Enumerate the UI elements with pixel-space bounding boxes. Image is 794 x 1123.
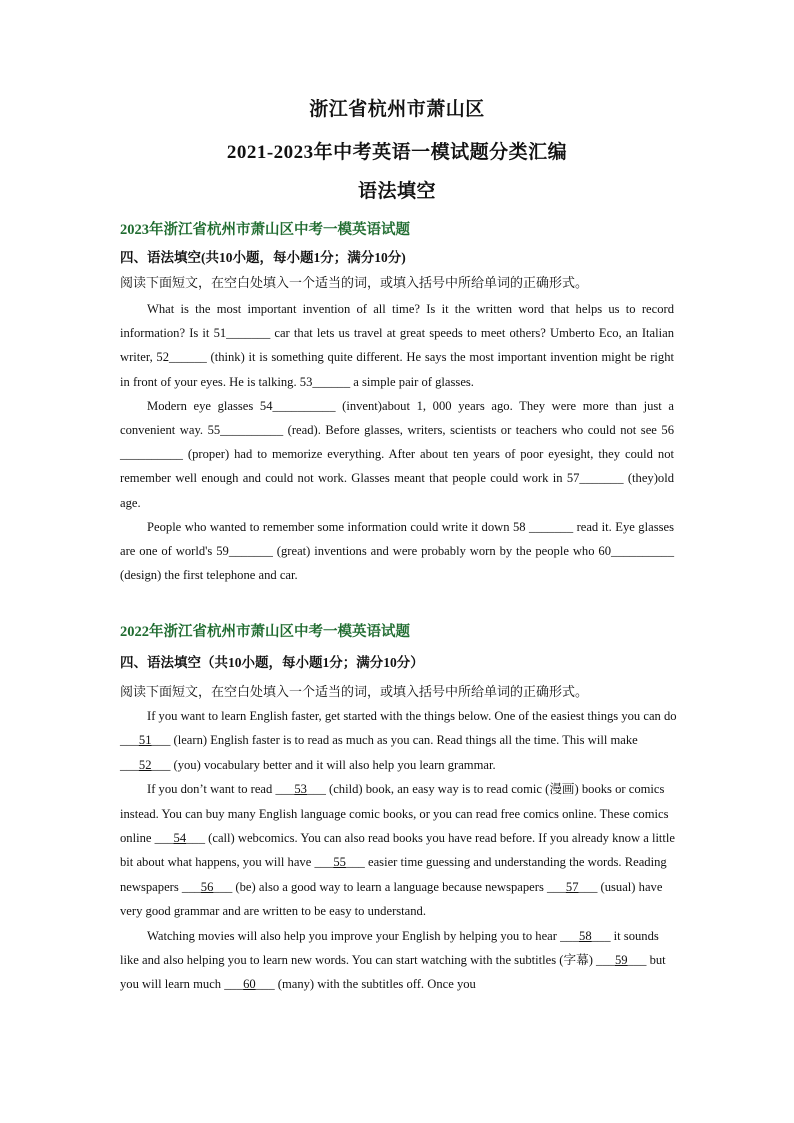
section-2023-subtitle: 四、语法填空(共10小题，每小题1分；满分10分) — [120, 250, 406, 265]
blank-60: 60 — [243, 977, 256, 992]
doc-title-topic: 语法填空 — [357, 181, 436, 202]
passage-paragraph: Watching movies will also help you improve your English by helping you to hear ___58___ it sounds like and also helping you to learn new words. You can start watching with the subtitles (字幕) ___59___ but you will learn much ___60___ (many) with the subtitles off. Once you — [120, 928, 666, 992]
passage-paragraph: If you want to learn English faster, get started with the things below. One of the easiest things you can do ___51___ (learn) English faster is to read as much as you can. Read things all the time. This will make ___52___ (you) vocabulary better and it will also help you learn grammar. — [120, 709, 677, 772]
section-2022-subtitle: 四、语法填空（共10小题，每小题1分；满分10分） — [120, 655, 424, 670]
blank-51: 51 — [138, 733, 152, 748]
blank-59: 59 — [614, 953, 628, 968]
section-2023-instruction: 阅读下面短文，在空白处填入一个适当的词，或填入括号中所给单词的正确形式。 — [120, 275, 589, 290]
blank-57: 57 — [565, 879, 579, 894]
section-2023-title: 2023年浙江省杭州市萧山区中考一模英语试题 — [120, 222, 410, 238]
passage-paragraph: People who wanted to remember some information could write it down 58 _______ read it. Eye glasses are one of world's 59_______ (great) inventions and were probably worn by the people who 60__________ (design) the first telephone and car. — [120, 519, 674, 583]
section-2022-passage — [120, 704, 680, 997]
doc-title-region: 浙江省杭州市萧山区 — [309, 99, 485, 120]
blank-54: 54 — [173, 831, 187, 846]
blank-53: 53 — [294, 782, 307, 797]
blank-58: 58 — [579, 928, 592, 943]
blank-55: 55 — [333, 855, 346, 870]
blank-52: 52 — [138, 757, 152, 772]
section-2022-instruction: 阅读下面短文，在空白处填入一个适当的词，或填入括号中所给单词的正确形式。 — [120, 684, 589, 699]
section-2022-title: 2022年浙江省杭州市萧山区中考一模英语试题 — [120, 624, 410, 640]
passage-paragraph: What is the most important invention of all time? Is it the written word that helps us to record information? Is it 51_______ car that lets us travel at great speeds to meet others? Umberto Eco, an Italian writer, 52______ (think) it is something quite different. He says the most important invention might be right in front of your eyes. He is talking. 53______ a simple pair of glasses. — [120, 302, 674, 389]
blank-56: 56 — [200, 879, 214, 894]
doc-title-range: 2021-2023年中考英语一模试题分类汇编 — [226, 142, 568, 163]
passage-paragraph: If you don’t want to read ___53___ (child) book, an easy way is to read comic (漫画) books or comics instead. You can buy many English language comic books, or you can read free comics online. These comics online ___54___ (call) webcomics. You can also read books you have read before. If you already know a little bit about what happens, you will have ___55___ easier time guessing and understanding the words. Reading newspapers ___56___ (be) also a good way to learn a language because newspapers ___57___ (usual) have very good grammar and are written to be easy to understand. — [120, 782, 676, 919]
passage-paragraph: Modern eye glasses 54__________ (invent)about 1, 000 years ago. They were more than just a convenient way. 55__________ (read). Before glasses, writers, scientists or teachers who could not see 56 __________ (proper) had to memorize everything. After about ten years of poor eyesight, they could not remember well enough and could not work. Glasses meant that people could work in 57_______ (they)old age. — [120, 398, 674, 510]
section-2023-passage — [120, 297, 674, 587]
